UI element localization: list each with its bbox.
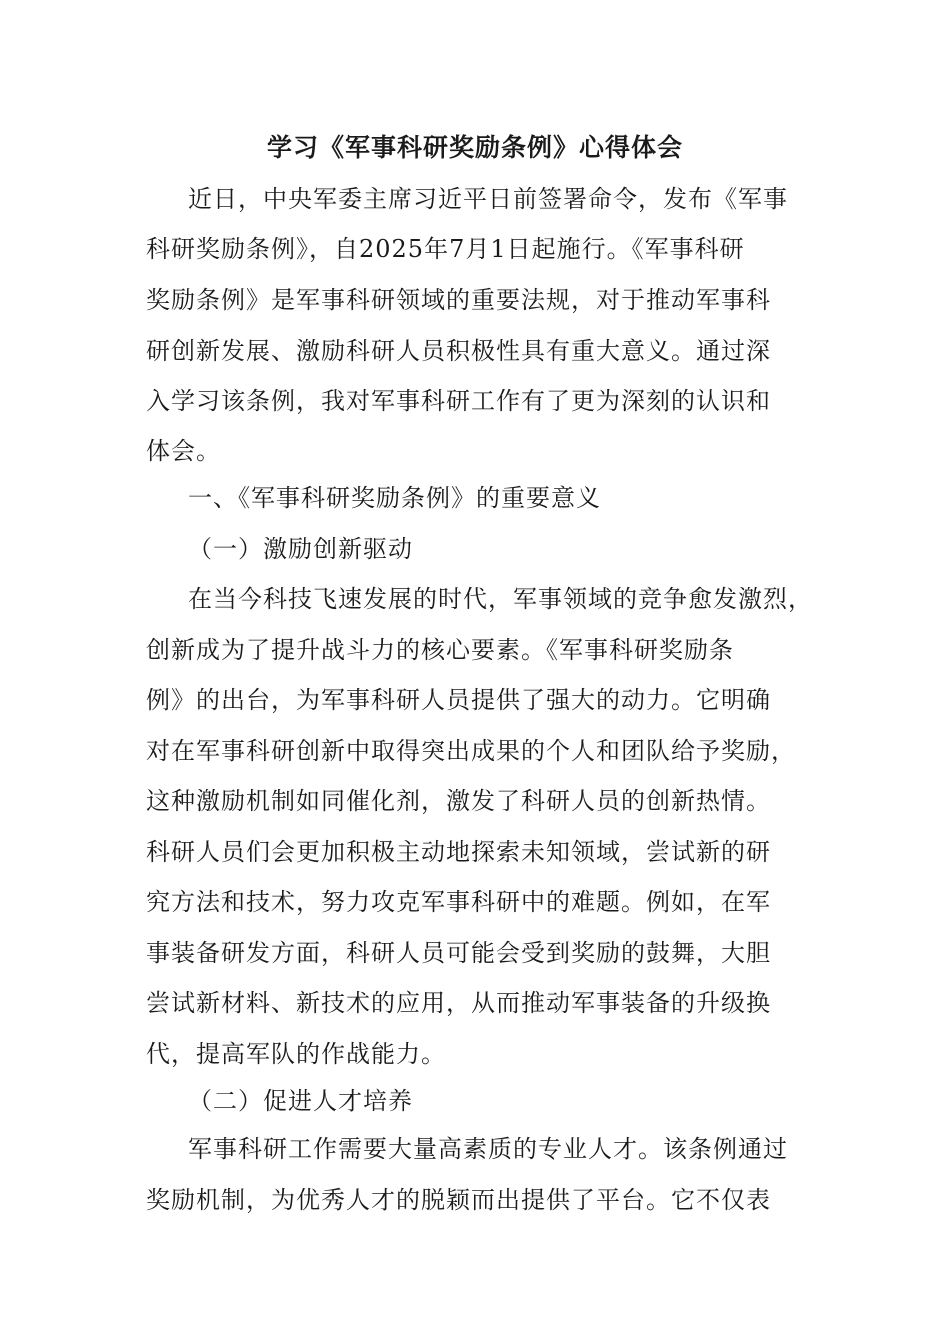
section-heading: 一、《军事科研奖励条例》的重要意义 bbox=[188, 484, 601, 512]
paragraph-line: 例》的出台，为军事科研人员提供了强大的动力。它明确 bbox=[146, 686, 771, 714]
paragraph-line: 代，提高军队的作战能力。 bbox=[146, 1040, 446, 1068]
paragraph-line: 事装备研发方面，科研人员可能会受到奖励的鼓舞，大胆 bbox=[146, 939, 771, 967]
paragraph-line: 创新成为了提升战斗力的核心要素。《军事科研奖励条 bbox=[146, 636, 734, 664]
paragraph-line: 奖励机制，为优秀人才的脱颖而出提供了平台。它不仅表 bbox=[146, 1186, 771, 1214]
paragraph-line: 研创新发展、激励科研人员积极性具有重大意义。通过深 bbox=[146, 337, 771, 365]
paragraph-line: 近日，中央军委主席习近平日前签署命令，发布《军事 bbox=[188, 185, 788, 213]
paragraph-line: 奖励条例》是军事科研领域的重要法规，对于推动军事科 bbox=[146, 286, 771, 314]
paragraph-line: 科研人员们会更加积极主动地探索未知领域，尝试新的研 bbox=[146, 838, 771, 866]
paragraph-line: 科研奖励条例》，自2025年7月1日起施行。《军事科研 bbox=[146, 235, 745, 263]
paragraph-line: 尝试新材料、新技术的应用，从而推动军事装备的升级换 bbox=[146, 989, 771, 1017]
document-title: 学习《军事科研奖励条例》心得体会 bbox=[266, 133, 683, 162]
paragraph-line: 究方法和技术，努力攻克军事科研中的难题。例如，在军 bbox=[146, 888, 771, 916]
paragraph-line: 体会。 bbox=[146, 437, 221, 465]
paragraph-line: 对在军事科研创新中取得突出成果的个人和团队给予奖励， bbox=[146, 737, 796, 765]
paragraph-line: 入学习该条例，我对军事科研工作有了更为深刻的认识和 bbox=[146, 387, 771, 415]
subsection-heading: （二）促进人才培养 bbox=[188, 1087, 413, 1115]
paragraph-line: 这种激励机制如同催化剂，激发了科研人员的创新热情。 bbox=[146, 787, 771, 815]
paragraph-line: 在当今科技飞速发展的时代，军事领域的竞争愈发激烈， bbox=[188, 585, 813, 613]
subsection-heading: （一）激励创新驱动 bbox=[188, 535, 413, 563]
paragraph-line: 军事科研工作需要大量高素质的专业人才。该条例通过 bbox=[188, 1135, 788, 1163]
